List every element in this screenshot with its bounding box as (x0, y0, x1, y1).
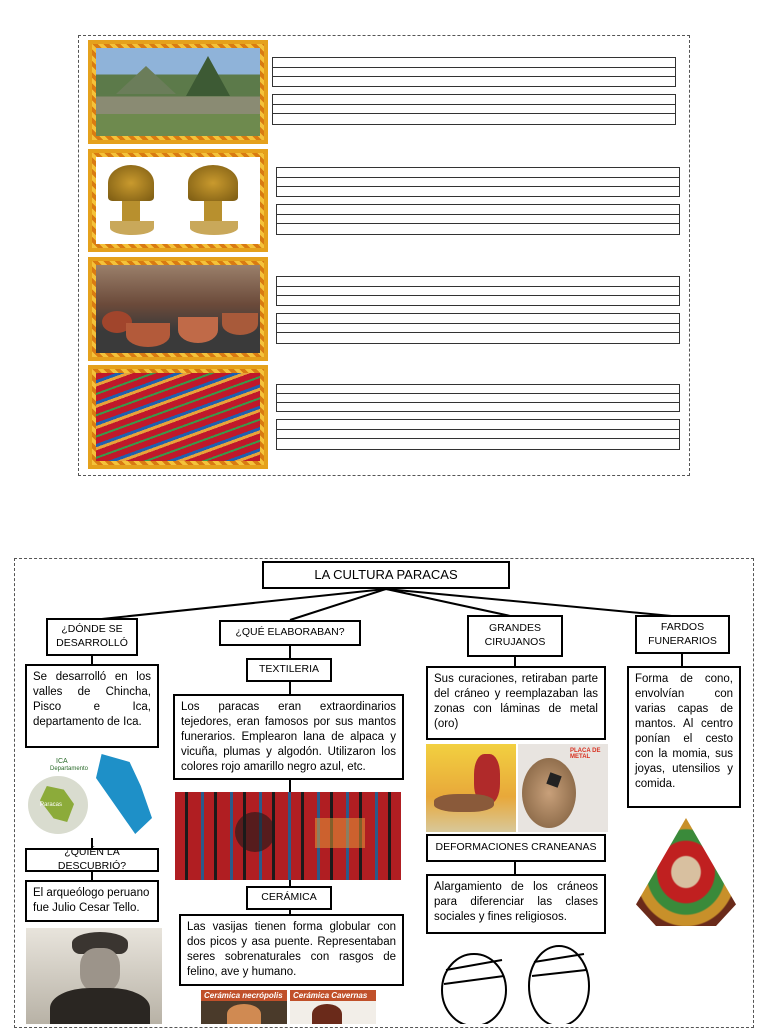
plate-label: PLACA DE METAL (570, 748, 601, 760)
bundles-heading: FARDOS FUNERARIOS (635, 615, 730, 654)
main-title: LA CULTURA PARACAS (262, 561, 510, 589)
ica-map-image (26, 752, 156, 838)
ceramic-caption-2: Cerámica Cavernas (290, 990, 376, 1001)
map-label-ica: ICA (56, 758, 68, 765)
map-label-dept: Departamento (50, 766, 89, 772)
where-heading: ¿DÓNDE SE DESARROLLÓ (46, 618, 138, 656)
ceramic-image-2 (290, 990, 376, 1024)
julio-tello-photo (26, 928, 162, 1024)
funerary-bundle-image (624, 812, 748, 932)
textile-image (175, 792, 401, 880)
discoverer-heading: ¿QUIÉN LA DESCUBRIÓ? (25, 848, 159, 872)
bundles-text: Forma de cono, envolvían con varias capas de mantos. Al centro ponían el cesto con la momia, sus joyas, utensilios y comida. (627, 666, 741, 808)
deformation-heading: DEFORMACIONES CRANEANAS (426, 834, 606, 862)
deformation-text: Alargamiento de los cráneos para diferenciar las clases sociales y fines religiosos. (426, 874, 606, 934)
skull-deformation-drawing (434, 940, 604, 1024)
skull-plate-photo (518, 744, 608, 832)
discoverer-text: El arqueólogo peruano fue Julio Cesar Tello. (25, 880, 159, 922)
ceramic-text: Las vasijas tienen forma globular con dos picos y asa puente. Representaban seres sobrenaturales con rasgos de felino, ave y humano. (179, 914, 404, 986)
surgery-illustration (426, 744, 516, 832)
ceramic-heading: CERÁMICA (246, 886, 332, 910)
map-label-paracas: Paracas (40, 802, 63, 808)
surgeons-text: Sus curaciones, retiraban parte del cráneo y reemplazaban las zonas con láminas de metal (oro) (426, 666, 606, 740)
made-heading: ¿QUÉ ELABORABAN? (219, 620, 361, 646)
textile-heading: TEXTILERIA (246, 658, 332, 682)
ceramic-caption-1: Cerámica necrópolis (201, 990, 287, 1001)
surgeons-heading: GRANDES CIRUJANOS (467, 615, 563, 657)
textile-text: Los paracas eran extraordinarios tejedores, eran famosos por sus mantos funerarios. Emplearon lana de alpaca y vicuña, plumas y algodón. Utilizaron los colores rojo amarillo negro azul, etc. (173, 694, 404, 780)
where-text: Se desarrolló en los valles de Chincha, Pisco e Ica, departamento de Ica. (25, 664, 159, 748)
ceramic-image-1 (201, 990, 287, 1024)
